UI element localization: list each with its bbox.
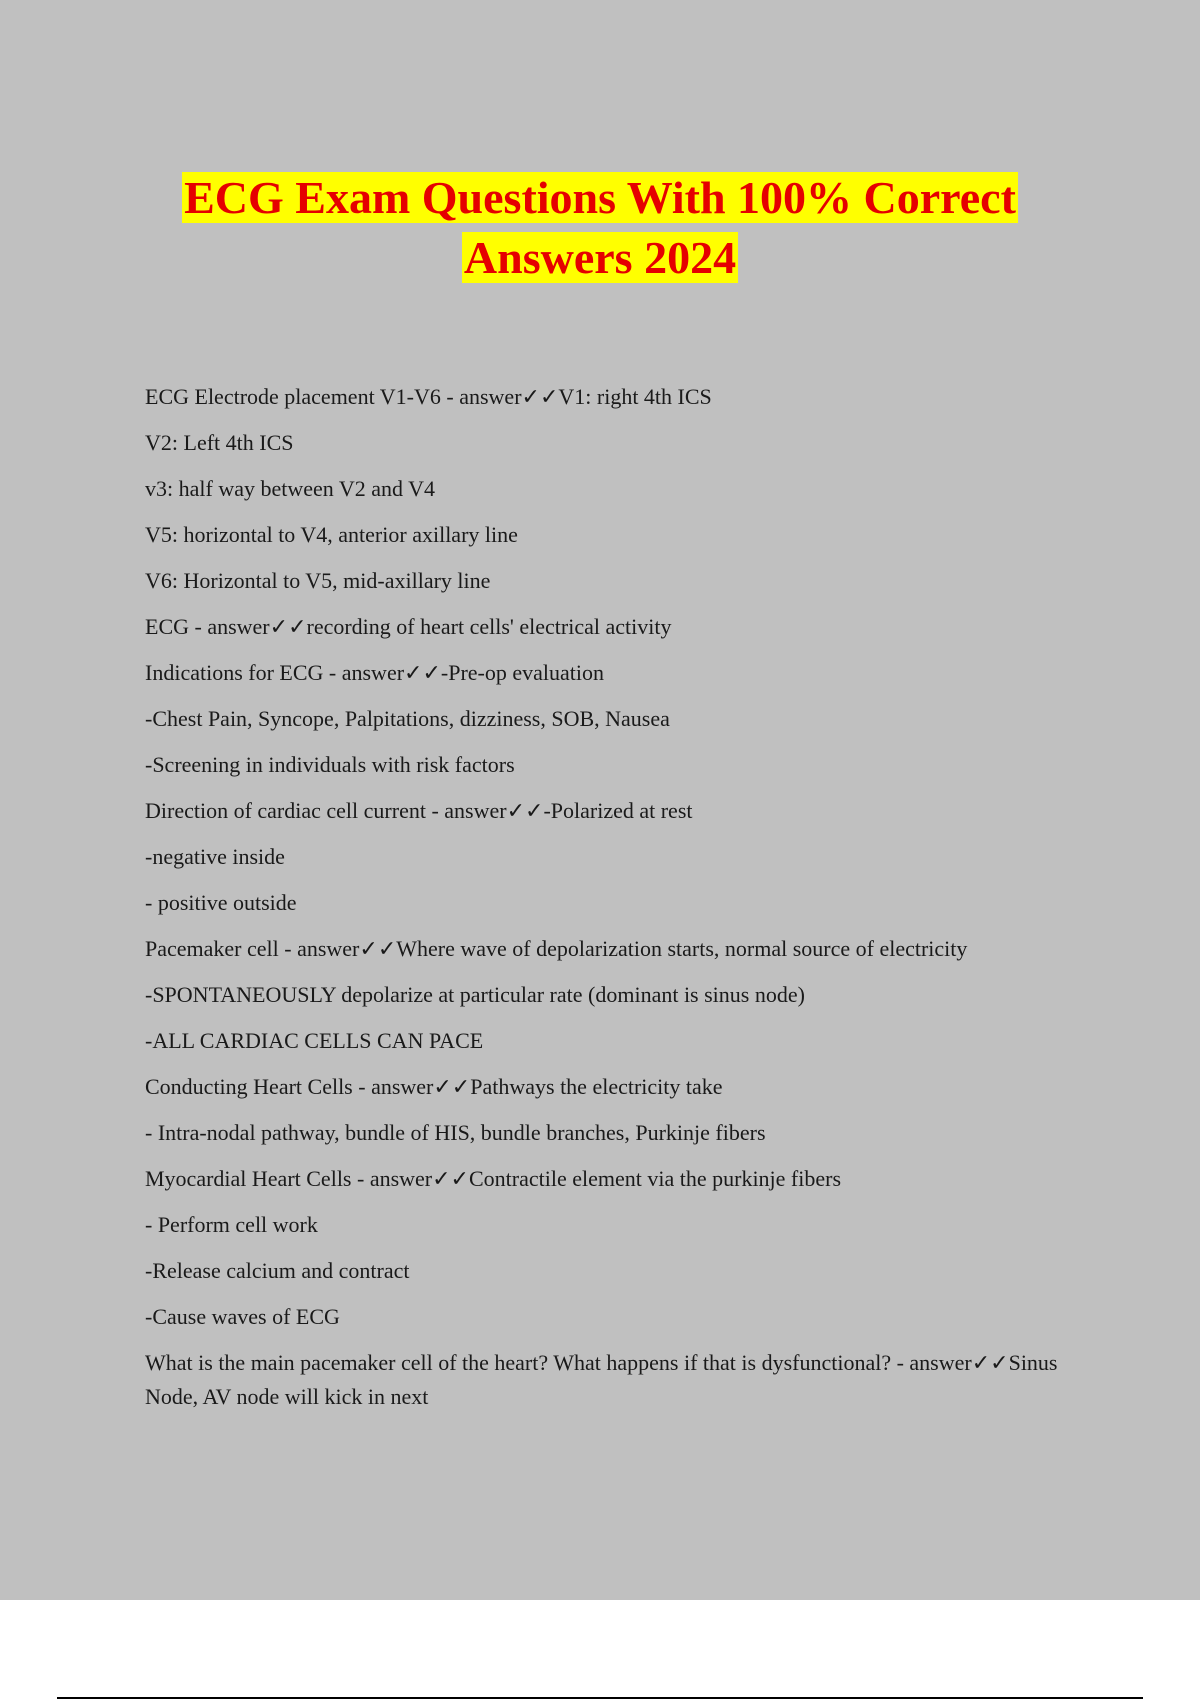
paragraph: V5: horizontal to V4, anterior axillary line — [145, 522, 518, 547]
paragraph: ECG - answer✓✓recording of heart cells' electrical activity — [145, 614, 672, 639]
paragraph: Indications for ECG - answer✓✓-Pre-op evaluation — [145, 660, 605, 685]
document-body — [145, 380, 1065, 1426]
paragraph: - Perform cell work — [145, 1212, 318, 1237]
paragraph: -SPONTANEOUSLY depolarize at particular rate (dominant is sinus node) — [145, 982, 805, 1007]
paragraph: Pacemaker cell - answer✓✓Where wave of depolarization starts, normal source of electricity — [145, 936, 968, 961]
paragraph: - Intra-nodal pathway, bundle of HIS, bundle branches, Purkinje fibers — [145, 1120, 766, 1145]
paragraph: Conducting Heart Cells - answer✓✓Pathways the electricity take — [145, 1074, 723, 1099]
paragraph: - positive outside — [145, 890, 297, 915]
paragraph: -ALL CARDIAC CELLS CAN PACE — [145, 1028, 484, 1053]
paragraph: ECG Electrode placement V1-V6 - answer✓✓V1: right 4th ICS — [145, 384, 712, 409]
footer-divider — [57, 1697, 1143, 1699]
paragraph: -Release calcium and contract — [145, 1258, 410, 1283]
paragraph: Myocardial Heart Cells - answer✓✓Contractile element via the purkinje fibers — [145, 1166, 842, 1191]
title-line-1: ECG Exam Questions With 100% Correct — [184, 172, 1016, 223]
paragraph: Direction of cardiac cell current - answer✓✓-Polarized at rest — [145, 798, 693, 823]
paragraph: V2: Left 4th ICS — [145, 430, 294, 455]
paragraph: v3: half way between V2 and V4 — [145, 476, 436, 501]
paragraph: -Cause waves of ECG — [145, 1304, 340, 1329]
paragraph: -Screening in individuals with risk factors — [145, 752, 515, 777]
paragraph: -Chest Pain, Syncope, Palpitations, dizziness, SOB, Nausea — [145, 706, 670, 731]
title-line-2: Answers 2024 — [463, 232, 737, 283]
document-title — [0, 168, 1200, 288]
paragraph: -negative inside — [145, 844, 285, 869]
paragraph: What is the main pacemaker cell of the heart? What happens if that is dysfunctional? - answer✓✓Sinus Node, AV node will kick in next — [145, 1350, 1058, 1409]
paragraph: V6: Horizontal to V5, mid-axillary line — [145, 568, 491, 593]
